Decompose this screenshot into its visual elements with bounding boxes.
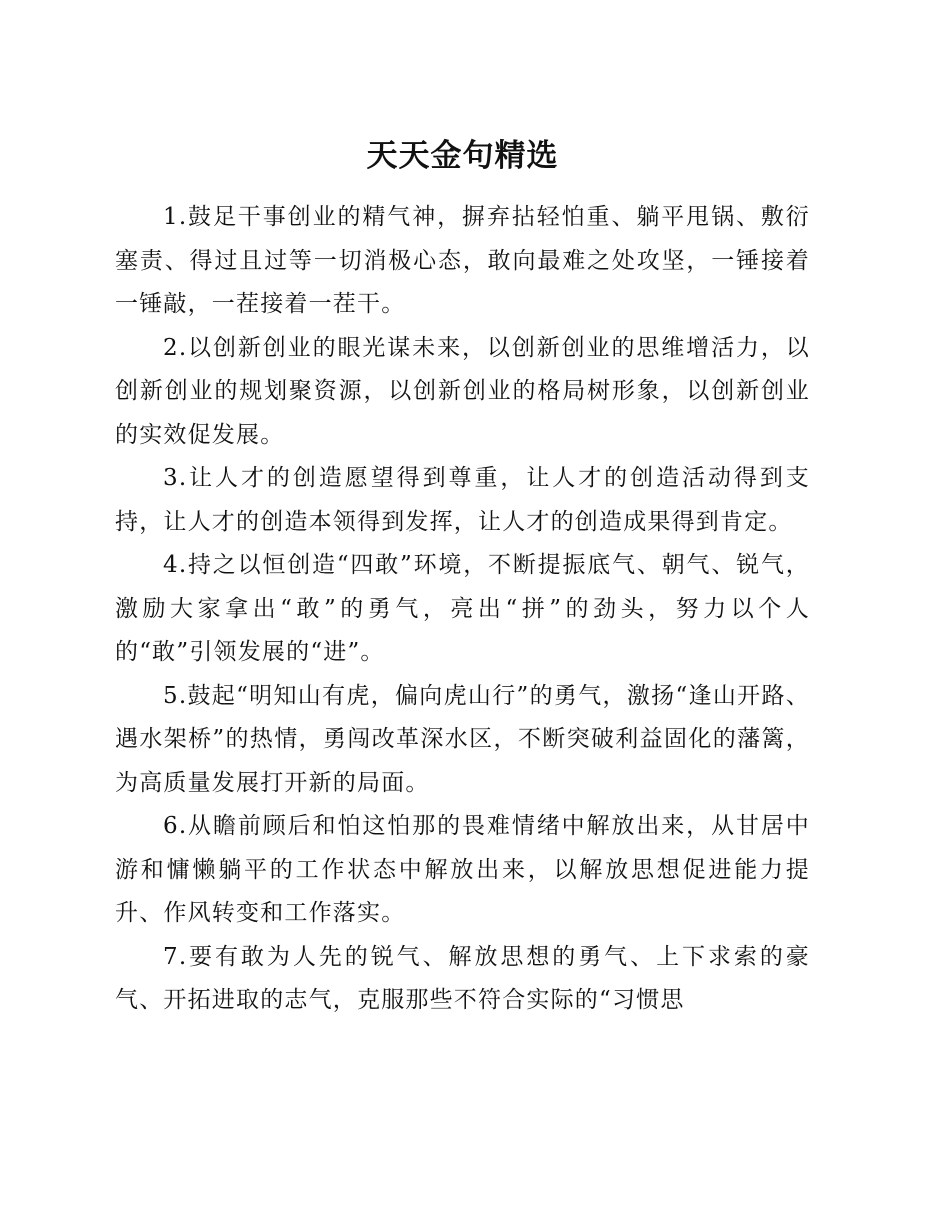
document-page: [115, 132, 810, 1023]
paragraph-3: 3.让人才的创造愿望得到尊重，让人才的创造活动得到支持，让人才的创造本领得到发挥，让人才的创造成果得到肯定。: [115, 465, 810, 535]
paragraph-2: 2.以创新创业的眼光谋未来，以创新创业的思维增活力，以创新创业的规划聚资源，以创新创业的格局树形象，以创新创业的实效促发展。: [115, 334, 810, 448]
paragraph-1: 1.鼓足干事创业的精气神，摒弃拈轻怕重、躺平甩锅、敷衍塞责、得过且过等一切消极心态，敢向最难之处攻坚，一锤接着一锤敲，一茬接着一茬干。: [115, 204, 810, 317]
paragraph-4: 4.持之以恒创造“四敢”环境，不断提振底气、朝气、锐气，激励大家拿出“敢”的勇气，亮出“拼”的劲头，努力以个人的“敢”引领发展的“进”。: [115, 552, 810, 665]
paragraph-6: 6.从瞻前顾后和怕这怕那的畏难情绪中解放出来，从甘居中游和慵懒躺平的工作状态中解放出来，以解放思想促进能力提升、作风转变和工作落实。: [115, 813, 810, 926]
paragraph-5: 5.鼓起“明知山有虎，偏向虎山行”的勇气，激扬“逢山开路、遇水架桥”的热情，勇闯改革深水区，不断突破利益固化的藩篱，为高质量发展打开新的局面。: [115, 682, 810, 796]
document-title: 天天金句精选: [366, 138, 559, 174]
paragraph-7: 7.要有敢为人先的锐气、解放思想的勇气、上下求索的豪气、开拓进取的志气，克服那些不符合实际的“习惯思: [115, 943, 810, 1013]
